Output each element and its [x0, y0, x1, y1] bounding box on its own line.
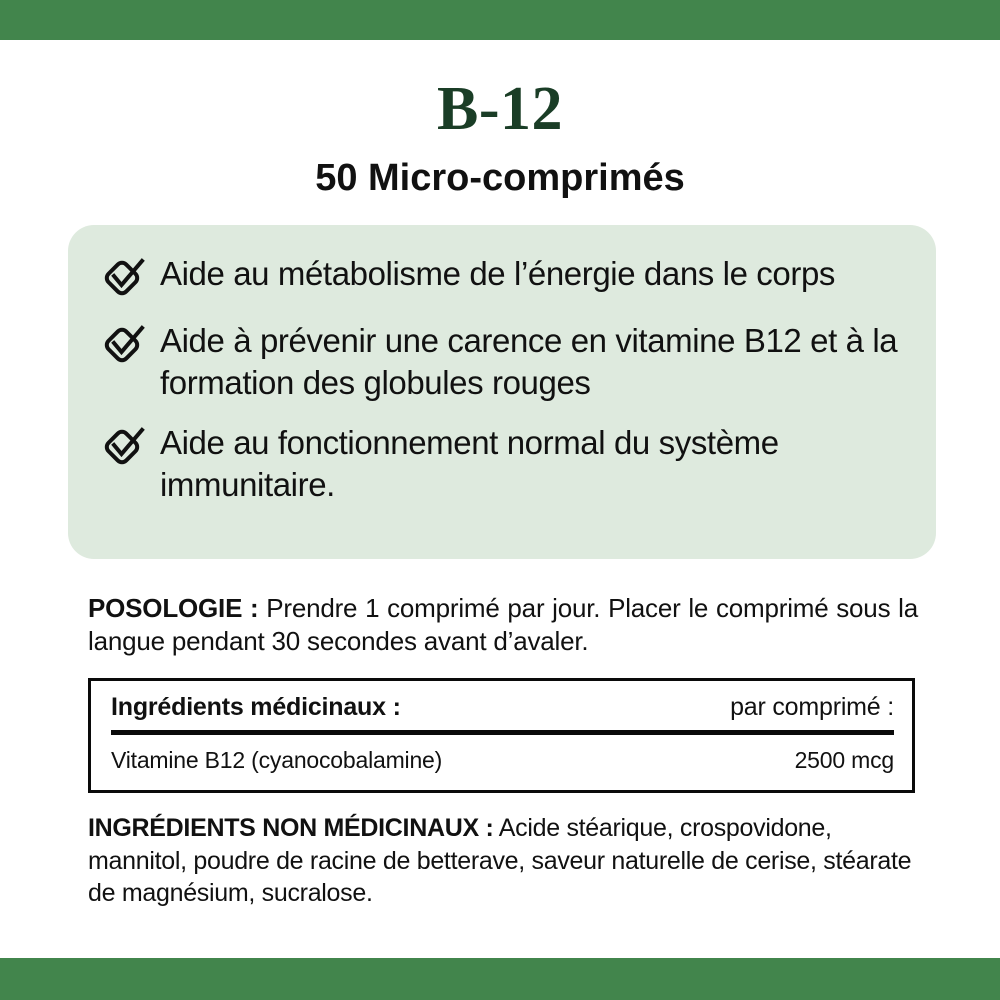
dosage-paragraph: [88, 592, 918, 659]
non-medicinal-paragraph: [88, 812, 918, 910]
benefit-item: [102, 320, 902, 404]
benefit-label: Aide à prévenir une carence en vitamine B12 et à la formation des globules rouges: [160, 322, 898, 401]
table-cell-ingredient-name: Vitamine B12 (cyanocobalamine): [111, 747, 443, 773]
table-row: [91, 735, 912, 790]
non-medicinal-lead: INGRÉDIENTS NON MÉDICINAUX :: [88, 814, 494, 842]
table-header-row: [91, 681, 912, 728]
medicinal-ingredients-table: [88, 678, 915, 793]
check-diamond-icon: [102, 425, 146, 471]
top-green-bar: [0, 0, 1000, 40]
benefit-item: [102, 253, 902, 302]
table-cell-ingredient-amount: 2500 mcg: [794, 747, 894, 773]
check-diamond-icon: [102, 256, 146, 302]
benefit-label: Aide au métabolisme de l’énergie dans le corps: [160, 255, 836, 292]
non-medicinal-text: Acide stéarique, crospovidone, mannitol, poudre de racine de betterave, saveur naturelle de cerise, stéarate de magnésium, sucralose.: [88, 814, 912, 907]
table-header-ingredients: Ingrédients médicinaux :: [111, 693, 401, 721]
page-title: B-12: [437, 75, 563, 143]
dosage-lead: POSOLOGIE :: [88, 593, 259, 623]
product-subtitle: 50 Micro-comprimés: [315, 157, 685, 199]
benefits-panel: [68, 225, 936, 559]
benefit-label: Aide au fonctionnement normal du système immunitaire.: [160, 423, 779, 503]
dosage-text: Prendre 1 comprimé par jour. Placer le comprimé sous la langue pendant 30 secondes avant d’avaler.: [88, 593, 918, 657]
benefit-item: [102, 422, 902, 506]
bottom-green-bar: [0, 958, 1000, 1000]
table-header-per-tablet: par comprimé :: [730, 693, 894, 721]
check-diamond-icon: [102, 323, 146, 369]
